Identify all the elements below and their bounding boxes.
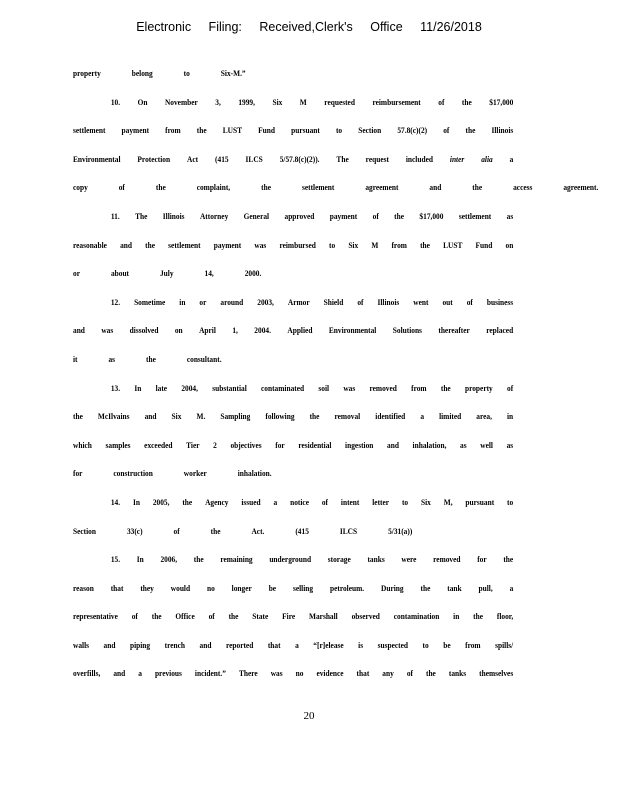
word: be	[268, 582, 277, 593]
word: to	[335, 125, 343, 136]
word: underground	[269, 554, 312, 565]
word: would	[170, 582, 191, 593]
word: (415	[215, 153, 229, 164]
text-line	[73, 264, 513, 293]
word: representative	[73, 611, 118, 622]
word: of	[208, 611, 215, 622]
word: Solutions	[392, 325, 422, 336]
word: 2003,	[257, 296, 274, 307]
word: 10.	[110, 96, 121, 107]
word: LUST	[222, 125, 243, 136]
word: 1,	[232, 325, 238, 336]
word: agreement.	[563, 182, 599, 193]
word: from	[165, 125, 181, 136]
word: to	[507, 496, 514, 507]
word: of	[406, 668, 413, 679]
word: 2000.	[244, 268, 262, 279]
word: that	[267, 639, 281, 650]
word: Office	[175, 611, 195, 622]
word: the	[182, 496, 193, 507]
word: ingestion	[345, 439, 374, 450]
word: complaint,	[196, 182, 231, 193]
word: inter	[449, 153, 465, 164]
word: Armor	[287, 296, 310, 307]
word: on	[174, 325, 183, 336]
text-line	[73, 321, 513, 350]
word: no	[295, 668, 304, 679]
word: reimbursed	[279, 239, 316, 250]
word: of	[438, 96, 445, 107]
word: 15.	[110, 554, 121, 565]
text-line	[73, 493, 513, 522]
word: Illinois	[377, 296, 400, 307]
word: themselves	[479, 668, 514, 679]
word: settlement	[168, 239, 201, 250]
word: tanks	[367, 554, 385, 565]
word: removed	[433, 554, 461, 565]
word: payment	[329, 210, 358, 221]
word: and	[103, 639, 116, 650]
text-line	[73, 379, 513, 408]
word: property	[464, 382, 493, 393]
word: from	[411, 382, 427, 393]
word: the	[73, 411, 83, 422]
word: the	[155, 182, 166, 193]
word: exceeded	[144, 439, 173, 450]
word: Act.	[251, 525, 265, 536]
word: “[r]elease	[313, 639, 344, 650]
word: reasonable	[73, 239, 107, 250]
word: remaining	[220, 554, 253, 565]
word: to	[329, 239, 336, 250]
word: the	[420, 582, 431, 593]
word: the	[193, 554, 204, 565]
word: that	[110, 582, 124, 593]
word: 2004,	[181, 382, 198, 393]
word: Six	[348, 239, 359, 250]
word: McIlvains	[97, 411, 130, 422]
word: was	[270, 668, 283, 679]
word: the	[473, 611, 484, 622]
word: 2006,	[160, 554, 178, 565]
word: Act	[187, 153, 199, 164]
word: as	[506, 439, 514, 450]
word: and	[113, 668, 126, 679]
word: thereafter	[438, 325, 470, 336]
word: notice	[290, 496, 309, 507]
word: objectives	[230, 439, 262, 450]
word: payment	[121, 125, 150, 136]
word: reimbursement	[372, 96, 421, 107]
word: M	[371, 239, 379, 250]
word: limited	[439, 411, 462, 422]
word: as	[460, 439, 467, 450]
word: identified	[375, 411, 406, 422]
word: was	[254, 239, 267, 250]
word: issued	[241, 496, 261, 507]
word: of	[466, 296, 473, 307]
word: November	[164, 96, 198, 107]
word: Illinois	[491, 125, 514, 136]
word: approved	[284, 210, 315, 221]
body-text	[73, 64, 599, 693]
word: removed	[369, 382, 397, 393]
word: Marshall	[308, 611, 338, 622]
word: Sometime	[134, 296, 166, 307]
word: copy	[73, 182, 88, 193]
word: a	[509, 153, 514, 164]
word: the	[228, 611, 239, 622]
word: was	[343, 382, 356, 393]
word: overfills,	[73, 668, 101, 679]
word: belong	[131, 68, 153, 78]
word: petroleum.	[329, 582, 365, 593]
word: Environmental	[328, 325, 377, 336]
word: Agency	[205, 496, 229, 507]
word: of	[131, 611, 138, 622]
word: Six	[272, 96, 283, 107]
word: M,	[443, 496, 453, 507]
word: the	[503, 554, 514, 565]
word: and	[429, 182, 442, 193]
word: late	[155, 382, 168, 393]
word: agreement	[365, 182, 399, 193]
word: payment	[213, 239, 242, 250]
word: to	[422, 639, 429, 650]
word: the	[261, 182, 271, 193]
word: Tier	[186, 439, 200, 450]
text-line	[73, 607, 513, 636]
word: the	[196, 125, 207, 136]
word: ILCS	[339, 525, 358, 536]
word: for	[275, 439, 285, 450]
word: letter	[372, 496, 390, 507]
word: property	[73, 68, 101, 78]
word: the	[425, 668, 436, 679]
word: the	[440, 382, 451, 393]
word: well	[480, 439, 493, 450]
word: previous	[154, 668, 182, 679]
word: Protection	[137, 153, 171, 164]
word: contaminated	[261, 382, 305, 393]
word: a	[273, 496, 278, 507]
word: evidence	[316, 668, 344, 679]
word: spills/	[495, 639, 514, 650]
word: residential	[298, 439, 332, 450]
word: and	[199, 639, 212, 650]
word: of	[173, 525, 180, 536]
word: as	[108, 353, 116, 364]
word: was	[101, 325, 114, 336]
word: 2005,	[152, 496, 170, 507]
word: 5/57.8(c)(2)).	[279, 153, 320, 164]
word: Illinois	[162, 210, 185, 221]
word: inhalation.	[237, 468, 272, 479]
word: 14,	[204, 268, 214, 279]
word: be	[443, 639, 451, 650]
word: $17,000	[419, 210, 444, 221]
word: samples	[105, 439, 131, 450]
word: intent	[340, 496, 360, 507]
word: $17,000	[489, 96, 514, 107]
word: the	[309, 411, 320, 422]
word: any	[382, 668, 394, 679]
word: observed	[351, 611, 380, 622]
word: Applied	[287, 325, 313, 336]
word: Section	[73, 525, 96, 536]
word: were	[401, 554, 417, 565]
word: 5/31(a))	[388, 525, 413, 536]
word: tanks	[448, 668, 467, 679]
word: as	[506, 210, 514, 221]
word: requested	[324, 96, 355, 107]
word: suspected	[377, 639, 409, 650]
text-line	[73, 178, 599, 207]
word: Fire	[282, 611, 296, 622]
word: 57.8(c)(2)	[397, 125, 428, 136]
word: M.	[196, 411, 206, 422]
word: about	[110, 268, 130, 279]
word: of	[118, 182, 125, 193]
word: construction	[113, 468, 153, 479]
text-line	[73, 550, 513, 579]
word: In	[132, 496, 140, 507]
word: of	[507, 382, 514, 393]
word: 12.	[110, 296, 121, 307]
word: out	[442, 296, 453, 307]
word: M	[299, 96, 307, 107]
text-line	[73, 522, 513, 551]
word: on	[505, 239, 514, 250]
word: a	[509, 582, 514, 593]
word: Shield	[323, 296, 344, 307]
word: it	[73, 353, 78, 364]
word: access	[513, 182, 533, 193]
word: LUST	[443, 239, 463, 250]
word: consultant.	[186, 353, 222, 364]
word: pursuant	[291, 125, 320, 136]
word: in	[453, 611, 460, 622]
word: walls	[73, 639, 90, 650]
word: the	[151, 611, 162, 622]
word: pull,	[478, 582, 493, 593]
word: is	[358, 639, 364, 650]
word: or	[73, 268, 80, 279]
word: (415	[295, 525, 309, 536]
word: soil	[318, 382, 330, 393]
word: the	[394, 210, 405, 221]
word: a	[138, 668, 142, 679]
word: July	[159, 268, 174, 279]
word: reported	[225, 639, 254, 650]
word: from	[391, 239, 407, 250]
word: inhalation,	[412, 439, 447, 450]
word: around	[220, 296, 244, 307]
text-line	[73, 150, 513, 179]
word: longer	[231, 582, 252, 593]
page-number: 20	[303, 710, 315, 722]
word: 13.	[110, 382, 121, 393]
filing-header: Electronic Filing: Received,Clerk's Office 11/26/2018	[136, 20, 482, 34]
word: tank	[447, 582, 462, 593]
text-line	[73, 407, 513, 436]
word: 1999,	[238, 96, 255, 107]
text-line	[73, 236, 513, 265]
word: substantial	[212, 382, 247, 393]
word: Six	[171, 411, 182, 422]
word: the	[461, 96, 472, 107]
word: of	[357, 296, 364, 307]
word: incident.”	[194, 668, 226, 679]
word: reason	[73, 582, 94, 593]
word: Section	[358, 125, 382, 136]
word: the	[420, 239, 430, 250]
word: to	[401, 496, 409, 507]
word: 33(c)	[126, 525, 143, 536]
word: In	[136, 554, 144, 565]
word: April	[199, 325, 216, 336]
word: General	[243, 210, 270, 221]
word: The	[336, 153, 349, 164]
word: settlement	[458, 210, 492, 221]
text-line	[73, 579, 513, 608]
word: 11.	[110, 210, 120, 221]
word: 3,	[215, 96, 221, 107]
text-line	[73, 207, 513, 236]
word: no	[206, 582, 215, 593]
word: Fund	[258, 125, 275, 136]
word: area,	[476, 411, 492, 422]
word: storage	[327, 554, 351, 565]
word: went	[413, 296, 429, 307]
word: During	[381, 582, 404, 593]
word: dissolved	[129, 325, 159, 336]
word: The	[135, 210, 148, 221]
word: to	[183, 68, 190, 78]
word: of	[321, 496, 329, 507]
word: in	[179, 296, 186, 307]
word: 14.	[110, 496, 121, 507]
word: ILCS	[245, 153, 263, 164]
word: trench	[164, 639, 186, 650]
word: of	[372, 210, 379, 221]
word: replaced	[486, 325, 514, 336]
text-line	[73, 64, 513, 93]
word: which	[73, 439, 92, 450]
word: On	[137, 96, 148, 107]
word: Six	[420, 496, 431, 507]
word: a	[420, 411, 425, 422]
word: following	[265, 411, 295, 422]
word: Environmental	[73, 153, 121, 164]
word: request	[365, 153, 389, 164]
word: the	[210, 525, 221, 536]
word: floor,	[496, 611, 514, 622]
text-line	[73, 121, 513, 150]
word: from	[465, 639, 481, 650]
text-line	[73, 664, 513, 693]
word: the	[472, 182, 483, 193]
text-line	[73, 293, 513, 322]
word: included	[405, 153, 433, 164]
word: 2004.	[254, 325, 271, 336]
word: the	[465, 125, 476, 136]
word: contamination	[393, 611, 440, 622]
word: selling	[292, 582, 314, 593]
word: of	[443, 125, 450, 136]
text-line	[73, 350, 513, 379]
word: or	[199, 296, 207, 307]
text-line	[73, 464, 513, 493]
word: for	[73, 468, 83, 479]
word: alia	[481, 153, 493, 164]
word: for	[477, 554, 487, 565]
word: in	[507, 411, 514, 422]
word: pursuant	[465, 496, 495, 507]
text-line	[73, 636, 513, 665]
word: There	[238, 668, 258, 679]
word: they	[140, 582, 154, 593]
word: settlement	[301, 182, 335, 193]
word: removal	[334, 411, 361, 422]
word: and	[387, 439, 399, 450]
word: worker	[183, 468, 207, 479]
word: Fund	[475, 239, 493, 250]
word: 2	[213, 439, 217, 450]
word: settlement	[73, 125, 106, 136]
word: Sampling	[220, 411, 251, 422]
word: and	[73, 325, 85, 336]
word: the	[146, 353, 156, 364]
word: that	[356, 668, 370, 679]
word: a	[295, 639, 299, 650]
word: and	[144, 411, 157, 422]
text-line	[73, 93, 513, 122]
word: the	[145, 239, 156, 250]
word: piping	[129, 639, 151, 650]
word: and	[120, 239, 133, 250]
word: State	[252, 611, 269, 622]
word: In	[134, 382, 142, 393]
text-line	[73, 436, 513, 465]
word: Six-M.”	[220, 68, 246, 78]
word: business	[486, 296, 514, 307]
word: Attorney	[199, 210, 229, 221]
